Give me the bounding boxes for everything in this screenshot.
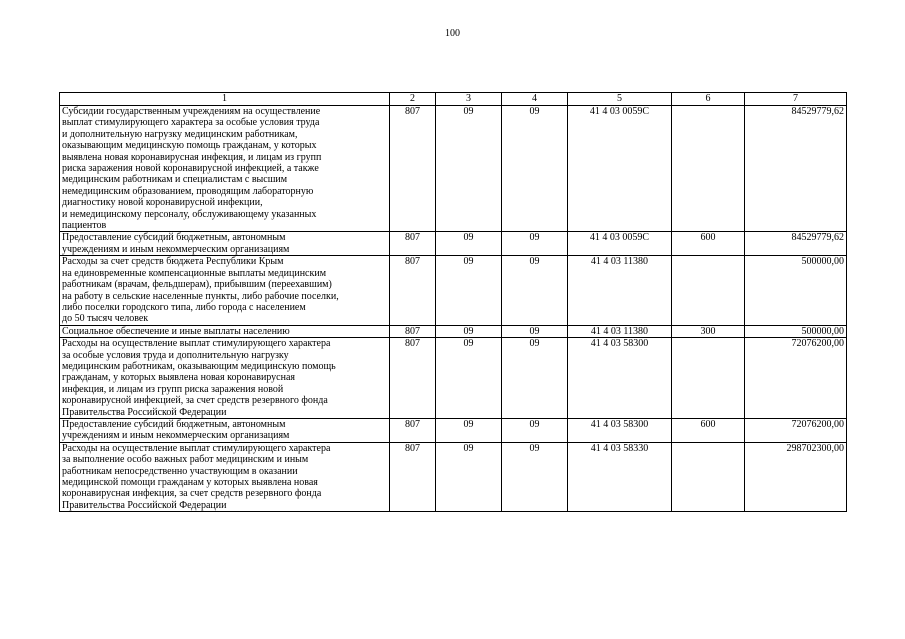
description-line: диагностику новой коронавирусной инфекции,: [62, 197, 263, 209]
header-col-4: 4: [502, 93, 568, 106]
row-ministry-code: 807: [390, 106, 436, 232]
row-expense-type: [672, 442, 745, 511]
row-expense-type: [672, 106, 745, 232]
row-target-article: 41 4 03 58300: [568, 418, 672, 442]
row-amount: 500000,00: [745, 256, 847, 325]
table-row: [60, 338, 847, 419]
row-target-article: 41 4 03 58300: [568, 338, 672, 419]
table-row: [60, 106, 847, 232]
table-row: [60, 256, 847, 325]
table-row: [60, 442, 847, 511]
row-section: 09: [436, 106, 502, 232]
row-subsection: 09: [502, 106, 568, 232]
row-expense-type: [672, 256, 745, 325]
row-description: [60, 256, 390, 325]
description-line: выплат стимулирующего характера за особые условия труда: [62, 117, 320, 129]
row-amount: 298702300,00: [745, 442, 847, 511]
description-line: немедицинским образованием, проводящим лабораторную: [62, 185, 314, 197]
row-ministry-code: 807: [390, 418, 436, 442]
description-line: и дополнительную нагрузку медицинским работникам,: [62, 128, 298, 140]
row-amount: 84529779,62: [745, 232, 847, 256]
description-line: медицинским работникам и специалистам с высшим: [62, 174, 288, 186]
row-subsection: 09: [502, 418, 568, 442]
header-col-3: 3: [436, 93, 502, 106]
description-line: учреждениям и иным некоммерческим организациям: [62, 243, 290, 255]
header-col-7: 7: [745, 93, 847, 106]
budget-table: [59, 92, 847, 512]
description-line: на работу в сельские населенные пункты, либо рабочие поселки,: [62, 290, 339, 302]
description-line: медицинской помощи гражданам у которых выявлена новая: [62, 477, 318, 488]
description-line: работникам непосредственно участвующим в оказании: [62, 465, 298, 477]
description-line: Правительства Российской Федерации: [62, 499, 227, 511]
row-subsection: 09: [502, 338, 568, 419]
row-section: 09: [436, 232, 502, 256]
row-subsection: 09: [502, 232, 568, 256]
header-col-1: 1: [60, 93, 390, 106]
row-subsection: 09: [502, 256, 568, 325]
description-line: выявлена новая коронавирусная инфекция, и лицам из групп: [62, 151, 322, 163]
row-section: 09: [436, 418, 502, 442]
row-description: [60, 338, 390, 419]
row-expense-type: 600: [672, 232, 745, 256]
table-body: [60, 106, 847, 512]
description-line: Субсидии государственным учреждениям на осуществление: [62, 106, 321, 117]
row-target-article: 41 4 03 11380: [568, 325, 672, 337]
header-col-2: 2: [390, 93, 436, 106]
description-line: за особые условия труда и дополнительную нагрузку: [62, 349, 289, 361]
row-section: 09: [436, 256, 502, 325]
row-ministry-code: 807: [390, 325, 436, 337]
row-subsection: 09: [502, 325, 568, 337]
row-amount: 84529779,62: [745, 106, 847, 232]
row-target-article: 41 4 03 0059С: [568, 232, 672, 256]
description-line: за выполнение особо важных работ медицинским и иным: [62, 454, 309, 466]
description-line: работникам (врачам, фельдшерам), прибывшим (переехавшим): [62, 279, 332, 291]
description-line: на единовременные компенсационные выплаты медицинским: [62, 267, 327, 279]
row-ministry-code: 807: [390, 256, 436, 325]
description-line: до 50 тысяч человек: [62, 313, 149, 325]
description-line: Расходы на осуществление выплат стимулирующего характера: [62, 442, 331, 454]
description-line: Расходы на осуществление выплат стимулирующего характера: [62, 338, 331, 350]
description-line: коронавирусная инфекция, за счет средств резервного фонда: [62, 488, 322, 500]
table-row: [60, 325, 847, 337]
description-line: гражданам, у которых выявлена новая коронавирусная: [62, 372, 296, 384]
row-section: 09: [436, 338, 502, 419]
row-description: [60, 325, 390, 337]
row-expense-type: 600: [672, 418, 745, 442]
description-line: коронавирусной инфекцией, за счет средств резервного фонда: [62, 395, 328, 407]
description-line: либо поселки городского типа, либо города с населением: [62, 301, 306, 313]
row-amount: 72076200,00: [745, 338, 847, 419]
header-col-6: 6: [672, 93, 745, 106]
row-subsection: 09: [502, 442, 568, 511]
description-line: учреждениям и иным некоммерческим организациям: [62, 430, 290, 442]
table-row: [60, 232, 847, 256]
description-line: Расходы за счет средств бюджета Республики Крым: [62, 256, 284, 268]
row-ministry-code: 807: [390, 442, 436, 511]
row-amount: 500000,00: [745, 325, 847, 337]
description-line: риска заражения новой коронавирусной инфекцией, а также: [62, 163, 319, 175]
row-section: 09: [436, 442, 502, 511]
page-number: 100: [445, 28, 460, 39]
row-ministry-code: 807: [390, 232, 436, 256]
description-line: Социальное обеспечение и иные выплаты населению: [62, 325, 290, 337]
row-expense-type: [672, 338, 745, 419]
description-line: оказывающим медицинскую помощь гражданам, у которых: [62, 140, 317, 152]
row-description: [60, 232, 390, 256]
row-section: 09: [436, 325, 502, 337]
description-line: пациентов: [62, 220, 107, 232]
header-row: [60, 93, 847, 106]
header-col-5: 5: [568, 93, 672, 106]
row-ministry-code: 807: [390, 338, 436, 419]
row-target-article: 41 4 03 58330: [568, 442, 672, 511]
row-description: [60, 442, 390, 511]
row-description: [60, 418, 390, 442]
description-line: медицинским работникам, оказывающим медицинскую помощь: [62, 360, 336, 372]
description-line: Правительства Российской Федерации: [62, 406, 227, 418]
table-row: [60, 418, 847, 442]
description-line: Предоставление субсидий бюджетным, автономным: [62, 232, 286, 244]
row-target-article: 41 4 03 11380: [568, 256, 672, 325]
description-line: Предоставление субсидий бюджетным, автономным: [62, 418, 286, 430]
description-line: и немедицинскому персоналу, обслуживающему указанных: [62, 208, 317, 220]
row-target-article: 41 4 03 0059С: [568, 106, 672, 232]
row-amount: 72076200,00: [745, 418, 847, 442]
row-description: [60, 106, 390, 232]
row-expense-type: 300: [672, 325, 745, 337]
description-line: инфекция, и лицам из групп риска заражения новой: [62, 383, 284, 395]
